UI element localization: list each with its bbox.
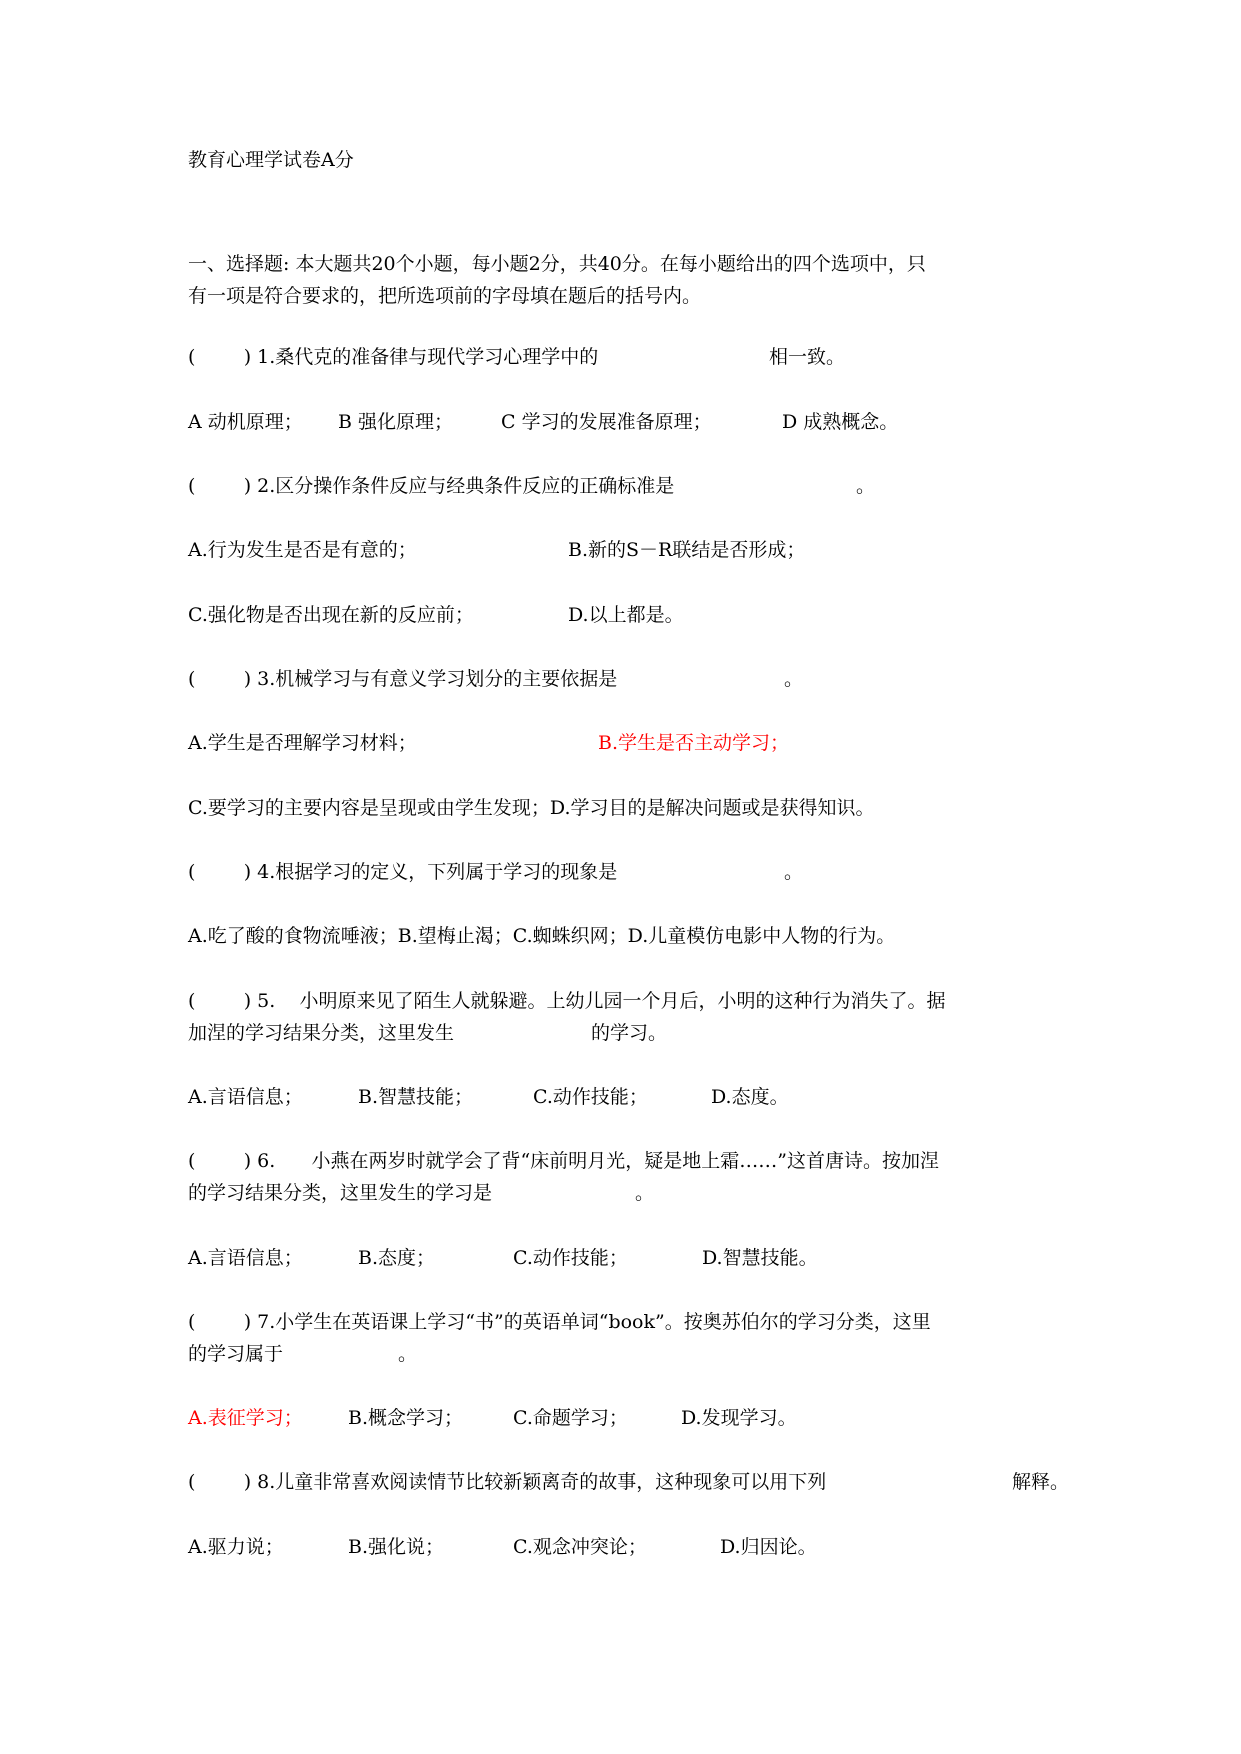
question-3-stem-tail: 。 bbox=[784, 668, 804, 690]
question-8-stem bbox=[188, 1470, 1148, 1542]
question-3-stem bbox=[188, 667, 1088, 739]
question-7-stem-tail: 。 bbox=[398, 1343, 418, 1365]
question-1-stem bbox=[188, 345, 1088, 417]
question-2-options-row-2 bbox=[188, 603, 1088, 675]
option-b-highlighted: B.学生是否主动学习； bbox=[598, 732, 790, 754]
option-a: A.行为发生是否是有意的； bbox=[188, 539, 417, 561]
option-b: B.概念学习； bbox=[348, 1407, 464, 1429]
question-8-stem-tail: 解释。 bbox=[1012, 1471, 1070, 1493]
option-c: C 学习的发展准备原理； bbox=[501, 411, 712, 433]
option-d: D.以上都是。 bbox=[568, 604, 684, 626]
option-b: B.新的S－R联结是否形成； bbox=[568, 539, 806, 561]
question-2-stem bbox=[188, 474, 1088, 546]
option-a-highlighted: A.表征学习； bbox=[188, 1407, 303, 1429]
section-intro-line-1: 一、选择题: 本大题共20个小题，每小题2分，共40分。在每小题给出的四个选项中，只 bbox=[188, 253, 926, 275]
question-2-stem-tail: 。 bbox=[856, 475, 876, 497]
question-6-stem-line-2 bbox=[188, 1181, 1088, 1253]
question-4-stem-tail: 。 bbox=[784, 861, 804, 883]
question-3-options-row-1 bbox=[188, 731, 1088, 803]
question-7-stem-line-1: ( ) 7.小学生在英语课上学习“书”的英语单词“book”。按奥苏伯尔的学习分类，这里 bbox=[188, 1311, 931, 1333]
section-intro-line-2: 有一项是符合要求的，把所选项前的字母填在题后的括号内。 bbox=[188, 285, 702, 307]
option-a: A.言语信息； bbox=[188, 1247, 303, 1269]
option-d: D 成熟概念。 bbox=[782, 411, 899, 433]
question-5-stem-line-2 bbox=[188, 1021, 1088, 1093]
question-5-stem-tail: 的学习。 bbox=[591, 1022, 668, 1044]
question-2-stem-text: ( ) 2.区分操作条件反应与经典条件反应的正确标准是 bbox=[188, 475, 675, 497]
question-8-stem-text: ( ) 8.儿童非常喜欢阅读情节比较新颖离奇的故事，这种现象可以用下列 bbox=[188, 1471, 827, 1493]
question-6-stem-tail: 。 bbox=[635, 1182, 655, 1204]
page-title: 教育心理学试卷A分 bbox=[188, 149, 354, 171]
option-b: B.态度； bbox=[358, 1247, 436, 1269]
question-3-stem-text: ( ) 3.机械学习与有意义学习划分的主要依据是 bbox=[188, 668, 618, 690]
question-1-stem-text: ( ) 1.桑代克的准备律与现代学习心理学中的 bbox=[188, 346, 599, 368]
question-8-options bbox=[188, 1535, 1088, 1655]
option-c: C.动作技能； bbox=[533, 1086, 648, 1108]
option-d: D.归因论。 bbox=[720, 1536, 817, 1558]
question-6-stem-line-1: ( ) 6. 小燕在两岁时就学会了背“床前明月光，疑是地上霜……”这首唐诗。按加涅 bbox=[188, 1150, 939, 1172]
option-c: C.动作技能； bbox=[513, 1247, 628, 1269]
option-d: D.智慧技能。 bbox=[702, 1247, 818, 1269]
option-c: C.强化物是否出现在新的反应前； bbox=[188, 604, 474, 626]
option-b: B 强化原理； bbox=[338, 411, 454, 433]
option-c: C.命题学习； bbox=[513, 1407, 628, 1429]
question-5-stem-text: 加涅的学习结果分类，这里发生 bbox=[188, 1022, 455, 1044]
option-d: D.态度。 bbox=[711, 1086, 789, 1108]
question-4-stem-text: ( ) 4.根据学习的定义，下列属于学习的现象是 bbox=[188, 861, 618, 883]
option-a: A 动机原理； bbox=[188, 411, 303, 433]
option-a: A.学生是否理解学习材料； bbox=[188, 732, 417, 754]
question-5-stem-line-1: ( ) 5. 小明原来见了陌生人就躲避。上幼儿园一个月后，小明的这种行为消失了。据 bbox=[188, 990, 946, 1012]
question-3-options-row-2: C.要学习的主要内容是呈现或由学生发现；D.学习目的是解决问题或是获得知识。 bbox=[188, 797, 875, 819]
option-a: A.驱力说； bbox=[188, 1536, 284, 1558]
option-d: D.发现学习。 bbox=[681, 1407, 797, 1429]
option-a: A.言语信息； bbox=[188, 1086, 303, 1108]
option-c: C.观念冲突论； bbox=[513, 1536, 647, 1558]
question-7-stem-line-2 bbox=[188, 1342, 1088, 1414]
question-7-stem-text: 的学习属于 bbox=[188, 1343, 284, 1365]
option-b: B.智慧技能； bbox=[358, 1086, 474, 1108]
question-2-options-row-1 bbox=[188, 538, 1088, 610]
option-b: B.强化说； bbox=[348, 1536, 445, 1558]
question-4-stem bbox=[188, 860, 1088, 932]
question-1-stem-tail: 相一致。 bbox=[769, 346, 846, 368]
question-6-stem-text: 的学习结果分类，这里发生的学习是 bbox=[188, 1182, 493, 1204]
question-4-options: A.吃了酸的食物流唾液；B.望梅止渴；C.蜘蛛织网；D.儿童模仿电影中人物的行为。 bbox=[188, 925, 896, 947]
